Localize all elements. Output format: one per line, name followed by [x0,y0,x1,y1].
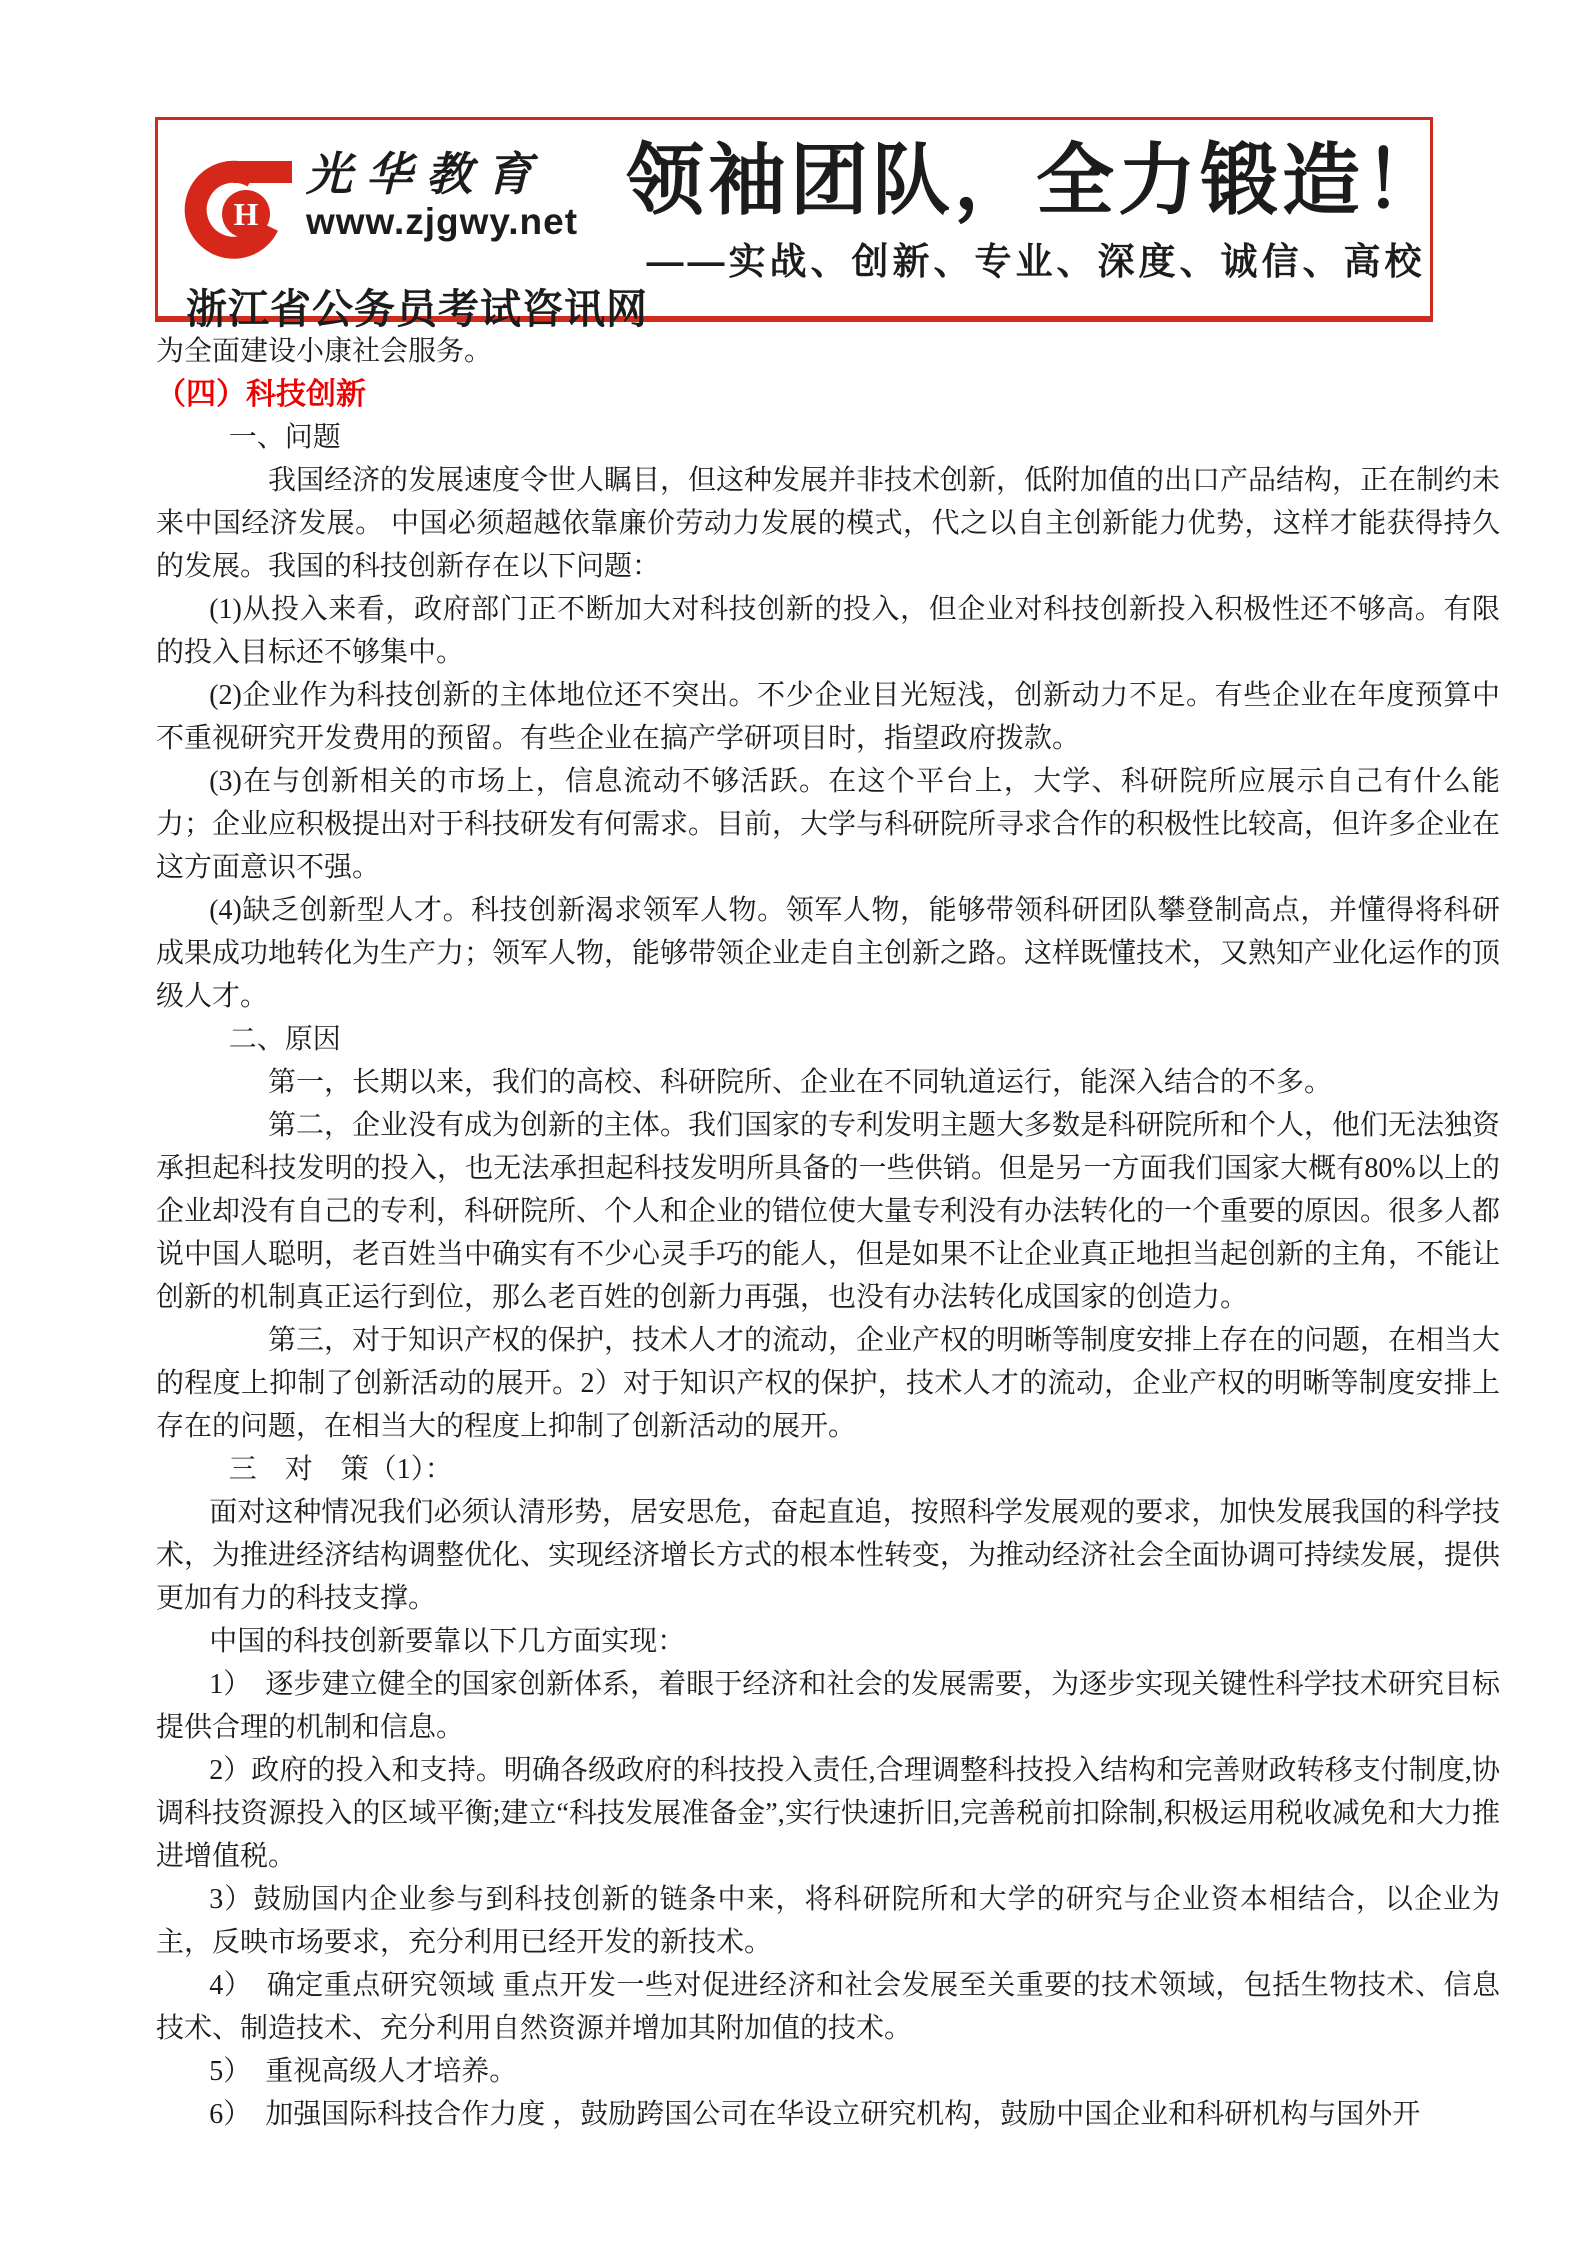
section-heading-tech-innovation: （四）科技创新 [156,378,366,411]
website-url: www.zjgwy.net [306,200,579,242]
paragraph-measure-3: 3）鼓励国内企业参与到科技创新的链条中来，将科研院所和大学的研究与企业资本相结合，以企业为主，反映市场要求，充分利用已经开发的新技术。 [156,1884,1500,1958]
logo-row [184,144,626,270]
paragraph-measure-4: 4） 确定重点研究领域 重点开发一些对促进经济和社会发展至关重要的技术领域，包括生物技术、信息技术、制造技术、充分利用自然资源并增加其附加值的技术。 [156,1970,1500,2044]
paragraph-measure-1: 1） 逐步建立健全的国家创新体系，着眼于经济和社会的发展需要，为逐步实现关键性科学技术研究目标提供合理的机制和信息。 [156,1669,1500,1743]
paragraph-cause-2: 第二，企业没有成为创新的主体。我们国家的专利发明主题大多数是科研院所和个人，他们无法独资承担起科技发明的投入，也无法承担起科技发明所具备的一些供销。但是另一方面我们国家大概有80%以上的企业却没有自己的专利，科研院所、个人和企业的错位使大量专利没有办法转化的一个重要的原因。很多人都说中国人聪明，老百姓当中确实有不少心灵手巧的能人，但是如果不让企业真正地担当起创新的主角，不能让创新的机制真正运行到位，那么老百姓的创新力再强，也没有办法转化成国家的创造力。 [156,1110,1501,1313]
paragraph-serve-xiaokang: 为全面建设小康社会服务。 [156,336,493,367]
slogan: 领袖团队，全力锻造！ [626,136,1447,224]
guanghua-logo-icon [184,144,296,270]
paragraph-problem-3: (3)在与创新相关的市场上，信息流动不够活跃。在这个平台上，大学、科研院所应展示自己有什么能力；企业应积极提出对于科技研发有何需求。目前，大学与科研院所寻求合作的积极性比较高，但许多企业在这方面意识不强。 [156,766,1501,883]
logo-monogram-letter: H [233,196,259,232]
paragraph-countermeasure-intro: 中国的科技创新要靠以下几方面实现： [209,1626,686,1657]
header-banner [155,117,1447,332]
paragraph-problem-4: (4)缺乏创新型人才。科技创新渴求领军人物。领军人物，能够带领科研团队攀登制高点，并懂得将科研成果成功地转化为生产力；领军人物，能够带领企业走自主创新之路。这样既懂技术，又熟知产业化运作的顶级人才。 [156,895,1501,1012]
paragraph-problem-overview: 我国经济的发展速度令世人瞩目，但这种发展并非技术创新，低附加值的出口产品结构，正在制约未来中国经济发展。 中国必须超越依靠廉价劳动力发展的模式，代之以自主创新能力优势，这样才能获得持久的发展。我国的科技创新存在以下问题： [156,465,1501,582]
header-brand-block [158,120,648,332]
document-body [156,330,1500,2136]
subheading-problems: 一、问题 [228,422,341,453]
paragraph-countermeasure-overview: 面对这种情况我们必须认清形势，居安思危，奋起直追，按照科学发展观的要求，加快发展我国的科学技术，为推进经济结构调整优化、实现经济增长方式的根本性转变，为推动经济社会全面协调可持续发展，提供更加有力的科技支撑。 [156,1497,1501,1614]
paragraph-problem-1: (1)从投入来看，政府部门正不断加大对科技创新的投入，但企业对科技创新投入积极性还不够高。有限的投入目标还不够集中。 [156,594,1500,668]
paragraph-measure-5: 5） 重视高级人才培养。 [209,2056,518,2087]
paragraph-cause-3: 第三，对于知识产权的保护，技术人才的流动，企业产权的明晰等制度安排上存在的问题，在相当大的程度上抑制了创新活动的展开。2）对于知识产权的保护，技术人才的流动，企业产权的明晰等制度安排上存在的问题，在相当大的程度上抑制了创新活动的展开。 [156,1325,1501,1442]
paragraph-cause-1: 第一，长期以来，我们的高校、科研院所、企业在不同轨道运行，能深入结合的不多。 [268,1067,1333,1098]
header-slogan-block [626,120,1446,316]
paragraph-problem-2: (2)企业作为科技创新的主体地位还不突出。不少企业目光短浅，创新动力不足。有些企业在年度预算中不重视研究开发费用的预留。有些企业在搞产学研项目时，指望政府拨款。 [156,680,1500,754]
subheading-countermeasures: 三 对 策（1）： [228,1454,453,1485]
paragraph-measure-6: 6） 加强国际科技合作力度 ，鼓励跨国公司在华设立研究机构，鼓励中国企业和科研机构与国外开 [209,2099,1421,2130]
paragraph-measure-2: 2）政府的投入和支持。明确各级政府的科技投入责任,合理调整科技投入结构和完善财政转移支付制度,协调科技资源投入的区域平衡;建立“科技发展准备金”,实行快速折旧,完善税前扣除制,积极运用税收减免和大力推进增值税。 [156,1755,1500,1872]
slogan-subtitle: ——实战、创新、专业、深度、诚信、高校 [646,240,1426,282]
subheading-causes: 二、原因 [228,1024,341,1055]
brand-name: 光华教育 [306,149,546,200]
logo-text-block [306,144,578,243]
site-name: 浙江省公务员考试咨讯网 [186,286,648,332]
